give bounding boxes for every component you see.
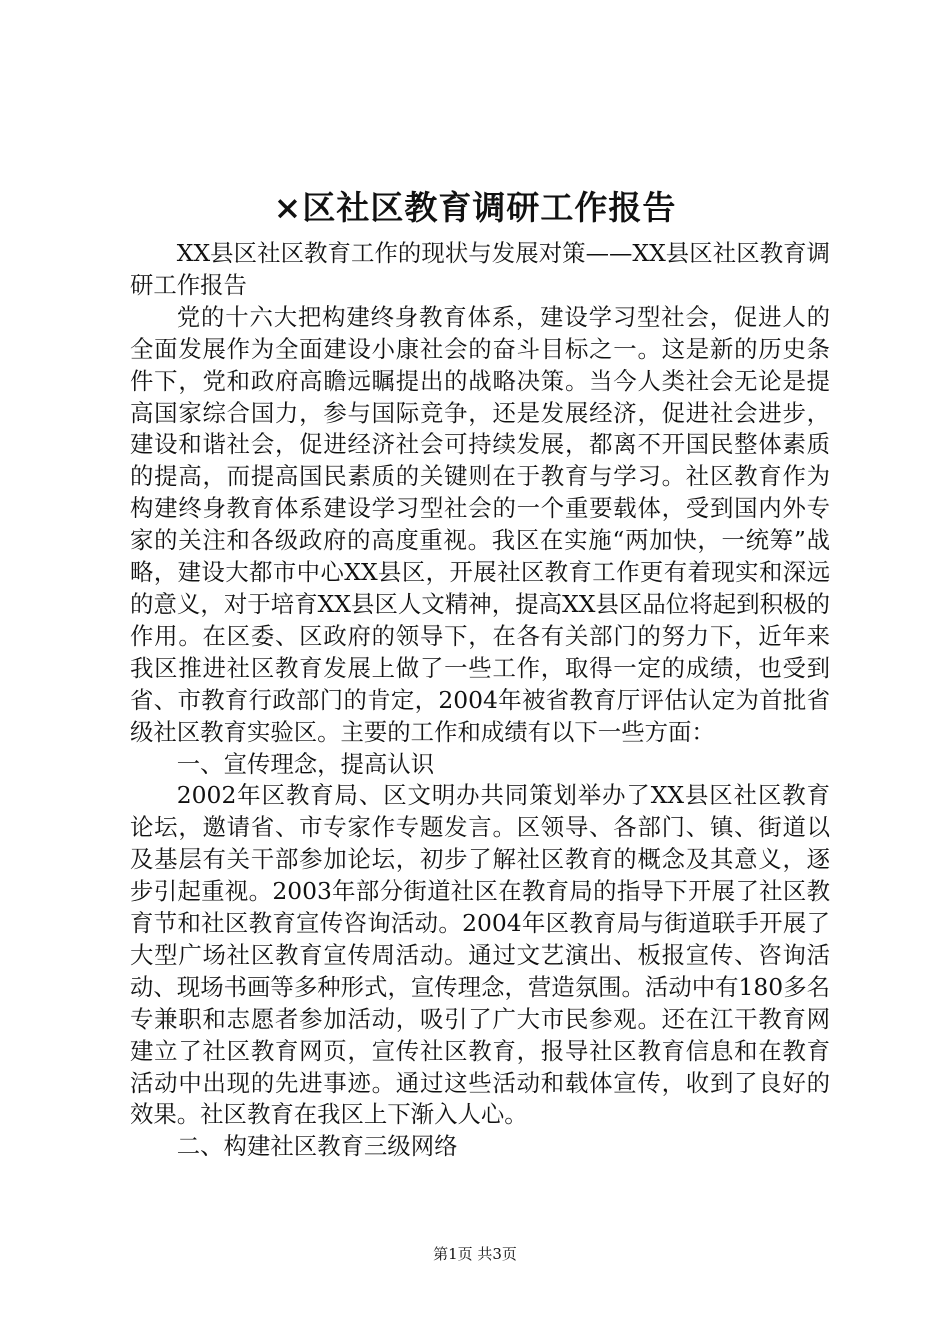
- document-title: ×区社区教育调研工作报告: [273, 188, 677, 227]
- document-body: [130, 238, 830, 1163]
- section-heading-1: 一、宣传理念，提高认识: [176, 749, 435, 778]
- section-1-paragraph: 2002年区教育局、区文明办共同策划举办了XX县区社区教育论坛，邀请省、市专家作专题发言。区领导、各部门、镇、街道以及基层有关干部参加论坛，初步了解社区教育的概念及其意义，逐步引起重视。2003年部分街道社区在教育局的指导下开展了社区教育节和社区教育宣传咨询活动。2004年区教育局与街道联手开展了大型广场社区教育宣传周活动。通过文艺演出、板报宣传、咨询活动、现场书画等多种形式，宣传理念，营造氛围。活动中有180多名专兼职和志愿者参加活动，吸引了广大市民参观。还在江干教育网建立了社区教育网页，宣传社区教育，报导社区教育信息和在教育活动中出现的先进事迹。通过这些活动和载体宣传，收到了良好的效果。社区教育在我区上下渐入人心。: [130, 781, 830, 1129]
- page-number-footer: 第1页 共3页: [433, 1245, 517, 1263]
- section-heading-2: 二、构建社区教育三级网络: [176, 1132, 458, 1161]
- intro-paragraph: 党的十六大把构建终身教育体系，建设学习型社会，促进人的全面发展作为全面建设小康社会的奋斗目标之一。这是新的历史条件下，党和政府高瞻远瞩提出的战略决策。当今人类社会无论是提高国家综合国力，参与国际竞争，还是发展经济，促进社会进步，建设和谐社会，促进经济社会可持续发展，都离不开国民整体素质的提高，而提高国民素质的关键则在于教育与学习。社区教育作为构建终身教育体系建设学习型社会的一个重要载体，受到国内外专家的关注和各级政府的高度重视。我区在实施“两加快，一统筹”战略，建设大都市中心XX县区，开展社区教育工作更有着现实和深远的意义，对于培育XX县区人文精神，提高XX县区品位将起到积极的作用。在区委、区政府的领导下，在各有关部门的努力下，近年来我区推进社区教育发展上做了一些工作，取得一定的成绩，也受到省、市教育行政部门的肯定，2004年被省教育厅评估认定为首批省级社区教育实验区。主要的工作和成绩有以下一些方面：: [130, 302, 830, 746]
- subtitle-paragraph: XX县区社区教育工作的现状与发展对策——XX县区社区教育调研工作报告: [130, 239, 830, 299]
